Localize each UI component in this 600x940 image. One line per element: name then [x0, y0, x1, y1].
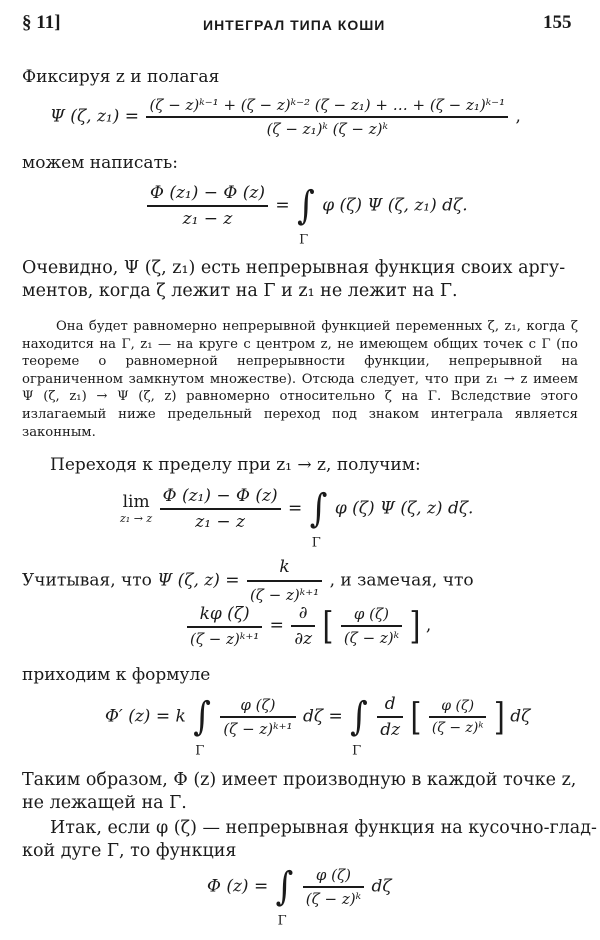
integral-contour-label: Γ	[352, 743, 362, 759]
eq5-fraction	[187, 604, 262, 648]
eq5-inner-numerator: φ (ζ)	[353, 605, 390, 623]
eq3-denominator: z₁ − z	[195, 511, 246, 532]
eq2-equals: =	[275, 195, 290, 216]
right-bracket: ]	[493, 694, 505, 740]
eq5-inner-fraction	[341, 605, 402, 647]
equation-limit	[120, 485, 474, 551]
left-bracket: [	[322, 603, 334, 649]
p5-start: Учитывая, что	[22, 570, 152, 591]
integral-contour-label: Γ	[195, 743, 205, 759]
right-bracket: ]	[409, 603, 421, 649]
eq7-tail: dζ	[371, 876, 392, 897]
eq6-first-fraction	[220, 696, 295, 738]
running-title: ИНТЕГРАЛ ТИПА КОШИ	[203, 17, 386, 33]
eq2-numerator: Φ (z₁) − Φ (z)	[150, 183, 265, 203]
paragraph-passing-limit: Переходя к пределу при z₁ → z, получим:	[50, 455, 421, 475]
integral-sign: ∫ Γ	[310, 489, 328, 528]
paragraph-obviously-line1: Очевидно, Ψ (ζ, z₁) есть непрерывная функция своих аргу-	[22, 258, 566, 278]
eq4-denominator: (ζ − z)ᵏ⁺¹	[249, 585, 320, 604]
paragraph-intro: Фиксируя z и полагая	[22, 67, 220, 87]
eq4-fraction	[247, 556, 322, 606]
eq1-lhs: Ψ (ζ, z₁) =	[50, 106, 140, 127]
eq1-numerator: (ζ − z)ᵏ⁻¹ + (ζ − z)ᵏ⁻² (ζ − z₁) + … + (ζ − z₁)ᵏ⁻¹	[149, 96, 506, 114]
paragraph-so-if-line1: Итак, если φ (ζ) — непрерывная функция на кусочно-глад-	[50, 818, 597, 838]
eq6-first-denominator: (ζ − z)ᵏ⁺¹	[223, 719, 293, 738]
eq2-fraction	[147, 183, 268, 229]
dz-symbol: dz	[380, 719, 401, 740]
eq4-numerator: k	[279, 557, 290, 577]
partial-denominator: ∂z	[294, 628, 313, 649]
limit-word: lim	[122, 492, 150, 513]
eq6-first-numerator: φ (ζ)	[240, 696, 276, 714]
equation-cauchy-integral	[207, 863, 392, 929]
paragraph-arrive-at-formula: приходим к формуле	[22, 665, 211, 685]
equation-derivative-identity	[185, 603, 431, 649]
derivative-operator	[377, 694, 403, 740]
eq2-denominator: z₁ − z	[182, 208, 233, 229]
integral-contour-label: Γ	[311, 535, 321, 551]
limit-subscript: z₁ → z	[120, 512, 153, 526]
integral-sign: ∫ Γ	[297, 186, 315, 225]
paragraph-so-if-line2: кой дуге Γ, то функция	[22, 841, 237, 861]
equation-difference-quotient	[145, 182, 468, 248]
eq7-numerator: φ (ζ)	[315, 866, 351, 884]
small-print-paragraph: Она будет равномерно непрерывной функцией переменных ζ, z₁, когда ζ находится на Γ, z₁ — на круге с центром z, не имеющем общих точек с Γ (по теореме о равномерной непрерывности функции, непрерывной на ограниченном замкнутом множестве). Отсюда следует, что при z₁ → z имеем Ψ (ζ, z₁) → Ψ (ζ, z) равномерно относительно ζ на Γ. Вследствие этого излагаемый ниже предельный переход под знаком интеграла является законным.	[22, 319, 578, 440]
paragraph-taking-into-account	[22, 556, 474, 606]
eq1-tail: ,	[515, 106, 521, 127]
eq5-tail: ,	[425, 615, 432, 636]
eq7-fraction	[303, 866, 364, 908]
page-number: 155	[543, 12, 572, 33]
eq2-rhs: φ (ζ) Ψ (ζ, z₁) dζ.	[322, 195, 468, 216]
limit-operator	[120, 492, 152, 525]
eq6-inner-denominator: (ζ − z)ᵏ	[431, 719, 484, 736]
integral-sign: ∫ Γ	[276, 867, 294, 906]
eq7-denominator: (ζ − z)ᵏ	[305, 889, 362, 908]
eq1-fraction	[146, 96, 508, 138]
section-marker: § 11]	[22, 12, 61, 33]
equation-derivative-formula	[105, 693, 531, 759]
eq1-denominator: (ζ − z₁)ᵏ (ζ − z)ᵏ	[266, 119, 388, 138]
left-bracket: [	[410, 694, 422, 740]
eq6-inner-fraction	[429, 698, 487, 736]
eq6-tail: dζ	[510, 706, 531, 727]
eq3-rhs: φ (ζ) Ψ (ζ, z) dζ.	[334, 498, 474, 519]
paragraph-thus-line2: не лежащей на Γ.	[22, 793, 187, 813]
paragraph-can-write: можем написать:	[22, 153, 178, 173]
integral-contour-label: Γ	[299, 232, 309, 248]
eq5-numerator: kφ (ζ)	[199, 604, 250, 624]
eq5-inner-denominator: (ζ − z)ᵏ	[343, 628, 400, 647]
eq6-inner-numerator: φ (ζ)	[441, 698, 475, 714]
d-symbol: d	[384, 694, 396, 714]
eq6-lhs: Φ′ (z) = k	[105, 706, 186, 727]
integral-sign: ∫ Γ	[193, 697, 211, 736]
eq5-denominator: (ζ − z)ᵏ⁺¹	[190, 629, 260, 648]
eq3-equals: =	[288, 498, 303, 519]
eq6-mid: dζ =	[302, 706, 343, 727]
partial-symbol: ∂	[298, 603, 308, 623]
paragraph-thus-line1: Таким образом, Φ (z) имеет производную в каждой точке z,	[22, 770, 577, 790]
partial-derivative-operator	[291, 603, 315, 649]
eq4-lhs: Ψ (ζ, z) =	[157, 570, 240, 591]
eq3-numerator: Φ (z₁) − Φ (z)	[162, 486, 278, 506]
eq5-equals: =	[269, 615, 284, 636]
integral-sign: ∫ Γ	[350, 697, 368, 736]
eq7-lhs: Φ (z) =	[207, 876, 269, 897]
eq3-fraction	[160, 486, 281, 532]
equation-psi-definition	[50, 96, 521, 138]
paragraph-obviously-line2: ментов, когда ζ лежит на Γ и z₁ не лежит на Γ.	[22, 281, 458, 301]
integral-contour-label: Γ	[277, 913, 287, 929]
p5-end: , и замечая, что	[329, 570, 474, 591]
